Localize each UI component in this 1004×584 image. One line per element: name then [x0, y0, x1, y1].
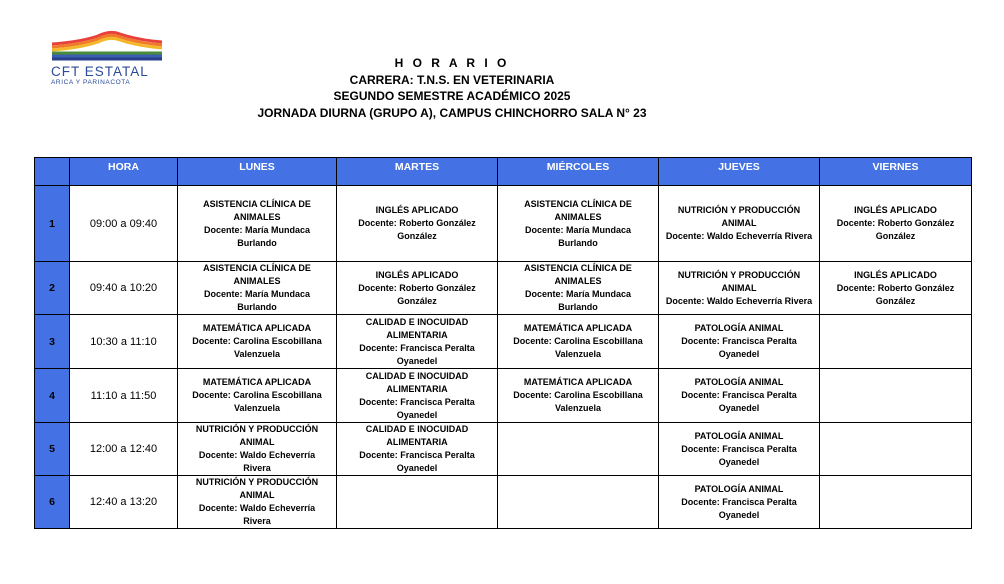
- course-name: PATOLOGÍA ANIMAL: [694, 483, 784, 494]
- schedule-table: [34, 157, 972, 529]
- time-slot: 09:00 a 09:40: [70, 186, 178, 262]
- schedule-cell: [820, 423, 972, 476]
- course-name: INGLÉS APLICADO: [854, 269, 937, 280]
- logo-name: CFT ESTATAL: [51, 64, 149, 79]
- schedule-cell: [178, 186, 337, 262]
- course-name: CALIDAD E INOCUIDAD ALIMENTARIA: [365, 424, 469, 447]
- schedule-cell: [659, 476, 820, 529]
- teacher-name: Docente: Waldo Echeverría Rivera: [198, 450, 316, 473]
- table-row: [35, 262, 972, 315]
- teacher-name: Docente: María Mundaca Burlando: [524, 224, 632, 248]
- schedule-cell: [820, 262, 972, 315]
- teacher-name: Docente: Roberto González González: [358, 218, 476, 241]
- block-number: 4: [35, 369, 70, 423]
- teacher-name: Docente: Carolina Escobillana Valenzuela: [513, 336, 643, 359]
- schedule-cell: [659, 315, 820, 369]
- course-name: ASISTENCIA CLÍNICA DE ANIMALES: [524, 263, 632, 286]
- schedule-cell: [337, 186, 498, 262]
- time-slot: 10:30 a 11:10: [70, 315, 178, 369]
- time-slot: 12:40 a 13:20: [70, 476, 178, 529]
- course-name: ASISTENCIA CLÍNICA DE ANIMALES: [203, 263, 311, 286]
- teacher-name: Docente: María Mundaca Burlando: [203, 289, 311, 312]
- table-row: [35, 186, 972, 262]
- table-row: [35, 315, 972, 369]
- course-name: PATOLOGÍA ANIMAL: [694, 430, 784, 441]
- schedule-cell: [337, 369, 498, 423]
- teacher-name: Docente: María Mundaca Burlando: [203, 224, 311, 248]
- course-name: NUTRICIÓN Y PRODUCCIÓN ANIMAL: [195, 477, 319, 500]
- logo-subtitle: ARICA Y PARINACOTA: [51, 79, 131, 86]
- column-header: HORA: [70, 158, 178, 186]
- block-number: 1: [35, 186, 70, 262]
- column-header: [35, 158, 70, 186]
- teacher-name: Docente: Waldo Echeverría Rivera: [665, 231, 813, 241]
- schedule-cell: [659, 369, 820, 423]
- teacher-name: Docente: Francisca Peralta Oyanedel: [681, 496, 797, 520]
- time-slot: 09:40 a 10:20: [70, 262, 178, 315]
- schedule-cell: [498, 262, 659, 315]
- schedule-cell: [337, 262, 498, 315]
- teacher-name: Docente: Carolina Escobillana Valenzuela: [513, 390, 643, 413]
- teacher-name: Docente: Waldo Echeverría Rivera: [198, 503, 316, 526]
- block-number: 6: [35, 476, 70, 529]
- teacher-name: Docente: Waldo Echeverría Rivera: [665, 295, 813, 306]
- teacher-name: Docente: Francisca Peralta Oyanedel: [681, 443, 797, 467]
- teacher-name: Docente: Carolina Escobillana Valenzuela: [192, 390, 322, 413]
- schedule-cell: [178, 369, 337, 423]
- schedule-cell: [498, 315, 659, 369]
- schedule-cell: [178, 262, 337, 315]
- schedule-cell: [498, 423, 659, 476]
- course-name: ASISTENCIA CLÍNICA DE ANIMALES: [524, 198, 632, 222]
- column-header: VIERNES: [820, 158, 972, 186]
- schedule-title: H O R A R I O: [394, 56, 510, 70]
- session-line: JORNADA DIURNA (GRUPO A), CAMPUS CHINCHORRO SALA N° 23: [257, 105, 647, 120]
- teacher-name: Docente: Francisca Peralta Oyanedel: [681, 390, 797, 413]
- career-line: CARRERA: T.N.S. EN VETERINARIA: [349, 72, 555, 87]
- teacher-name: Docente: Francisca Peralta Oyanedel: [359, 450, 475, 473]
- schedule-cell: [820, 186, 972, 262]
- course-name: INGLÉS APLICADO: [375, 269, 459, 280]
- course-name: MATEMÁTICA APLICADA: [202, 323, 312, 333]
- schedule-cell: [820, 369, 972, 423]
- schedule-cell: [178, 315, 337, 369]
- table-row: [35, 423, 972, 476]
- schedule-cell: [498, 369, 659, 423]
- block-number: 2: [35, 262, 70, 315]
- course-name: MATEMÁTICA APLICADA: [202, 377, 312, 387]
- schedule-cell: [337, 423, 498, 476]
- teacher-name: Docente: Francisca Peralta Oyanedel: [359, 342, 475, 366]
- course-name: CALIDAD E INOCUIDAD ALIMENTARIA: [365, 370, 469, 394]
- column-header: MARTES: [337, 158, 498, 186]
- teacher-name: Docente: Roberto González González: [358, 282, 476, 306]
- table-row: [35, 369, 972, 423]
- schedule-cell: [498, 186, 659, 262]
- course-name: PATOLOGÍA ANIMAL: [694, 323, 784, 333]
- column-header: LUNES: [178, 158, 337, 186]
- teacher-name: Docente: María Mundaca Burlando: [524, 289, 632, 312]
- table-header-row: [35, 158, 972, 186]
- block-number: 3: [35, 315, 70, 369]
- schedule-cell: [178, 476, 337, 529]
- schedule-cell: [659, 423, 820, 476]
- table-row: [35, 476, 972, 529]
- course-name: MATEMÁTICA APLICADA: [523, 377, 633, 387]
- schedule-cell: [337, 315, 498, 369]
- course-name: PATOLOGÍA ANIMAL: [694, 377, 784, 387]
- schedule-cell: [337, 476, 498, 529]
- teacher-name: Docente: Carolina Escobillana Valenzuela: [192, 336, 322, 359]
- course-name: CALIDAD E INOCUIDAD ALIMENTARIA: [365, 316, 469, 340]
- schedule-cell: [820, 315, 972, 369]
- course-name: ASISTENCIA CLÍNICA DE ANIMALES: [203, 198, 311, 222]
- teacher-name: Docente: Francisca Peralta Oyanedel: [359, 396, 475, 420]
- column-header: MIÉRCOLES: [498, 158, 659, 186]
- schedule-header: [0, 55, 904, 121]
- teacher-name: Docente: Roberto González González: [836, 282, 955, 306]
- course-name: NUTRICIÓN Y PRODUCCIÓN ANIMAL: [677, 269, 801, 293]
- course-name: NUTRICIÓN Y PRODUCCIÓN ANIMAL: [195, 424, 319, 447]
- time-slot: 12:00 a 12:40: [70, 423, 178, 476]
- schedule-cell: [820, 476, 972, 529]
- schedule-cell: [659, 186, 820, 262]
- course-name: INGLÉS APLICADO: [375, 205, 459, 215]
- block-number: 5: [35, 423, 70, 476]
- course-name: MATEMÁTICA APLICADA: [523, 323, 633, 333]
- schedule-cell: [659, 262, 820, 315]
- teacher-name: Docente: Francisca Peralta Oyanedel: [681, 336, 797, 359]
- teacher-name: Docente: Roberto González González: [836, 218, 955, 241]
- schedule-cell: [178, 423, 337, 476]
- course-name: NUTRICIÓN Y PRODUCCIÓN ANIMAL: [677, 205, 801, 228]
- schedule-cell: [498, 476, 659, 529]
- semester-line: SEGUNDO SEMESTRE ACADÉMICO 2025: [333, 89, 571, 103]
- course-name: INGLÉS APLICADO: [854, 205, 937, 215]
- time-slot: 11:10 a 11:50: [70, 369, 178, 423]
- column-header: JUEVES: [659, 158, 820, 186]
